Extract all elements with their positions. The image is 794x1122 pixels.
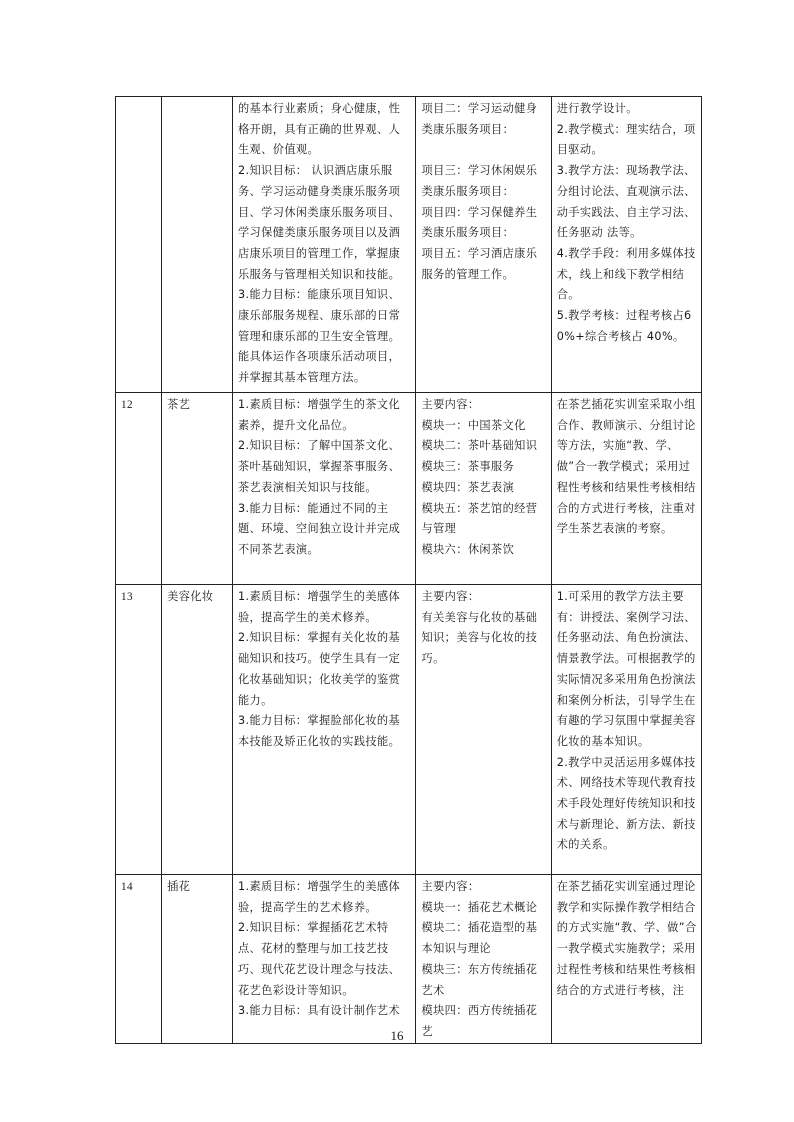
goal-paragraph: 2.知识目标： 认识酒店康乐服务、学习运动健身类康乐服务项目、学习休闲类康乐服务项目、学习保健类康乐服务项目以及酒店康乐项目的管理工作，掌握康乐服务与管理相关知识和技能。 [237,164,401,281]
course-name-cell: 插花 [162,875,233,1044]
page-number: 16 [390,1028,404,1043]
goal-paragraph: 3.能力目标：具有设计制作艺术 [237,1004,401,1018]
goal-paragraph: 1.素质目标：增强学生的茶文化素养，提升文化品位。 [237,398,401,432]
goal-paragraph: 的基本行业素质；身心健康，性格开朗，具有正确的世界观、人生观、价值观。 [237,102,401,157]
goal-paragraph: 3.能力目标：能通过不同的主题、环境、空间独立设计并完成不同茶艺表演。 [237,501,401,556]
method-paragraph: 4.教学手段：利用多媒体技术，线上和线下教学相结合。 [556,246,696,302]
content-line: 模块三：东方传统插花艺术 [421,962,538,997]
content-line: 模块一：插花艺术概论 [421,900,538,914]
content-line: 有关美容与化妆的基础知识；美容与化妆的技巧。 [421,610,538,666]
course-goals-cell [232,585,416,875]
course-table [115,96,702,1044]
content-line: 项目四：学习保健养生类康乐服务项目： [421,205,538,240]
content-line: 主要内容： [421,398,480,411]
table-row [116,875,702,1044]
method-paragraph: 进行教学设计。 [556,102,638,115]
teaching-method-cell [551,97,701,393]
method-paragraph: 2.教学模式：理实结合，项 目驱动。 [556,122,696,157]
course-content-cell [416,585,551,875]
course-name-cell: 美容化妆 [162,585,233,875]
content-line: 模块三：茶事服务 [421,460,515,474]
content-line: 模块二：插花造型的基本知识与理论 [421,921,538,956]
course-content-cell [416,97,551,393]
course-number-cell [116,97,162,393]
course-name-cell: 茶艺 [162,393,233,585]
course-content-cell [416,393,551,585]
course-goals-cell [232,97,416,393]
method-paragraph: 1.可采用的教学方法主要有：讲授法、案例学习法、任务驱动法、角色扮演法、情景教学法。可根据教学的实际情况多采用角色扮演法和案例分析法，引导学生在有趣的学习氛围中掌握美容化妆的基本知识。 [556,590,696,748]
goal-paragraph: 2.知识目标：掌握插花艺术特点、花材的整理与加工技艺技巧、现代花艺设计理念与技法、花艺色彩设计等知识。 [237,921,401,997]
method-paragraph: 在茶艺插花实训室通过理论教学和实际操作教学相结合的方式实施“教、学、做”合一教学模式实施教学；采用过程性考核和结果性考核相结合的方式进行考核，注 [556,880,697,997]
table-body [116,97,702,1044]
content-line: 项目二：学习运动健身类康乐服务项目： [421,102,538,136]
course-name-cell [162,97,233,393]
content-line: 模块四：西方传统插花艺 [421,1004,538,1038]
teaching-method-cell [551,393,701,585]
teaching-method-cell [551,875,701,1044]
content-line: 模块二：茶叶基础知识 [421,439,538,453]
method-paragraph: 3.教学方法：现场教学法、分组讨论法、直观演示法、动手实践法、自主学习法、任务驱动 法等。 [556,164,696,240]
content-line: 模块四：茶艺表演 [421,480,515,494]
goal-paragraph: 2.知识目标：了解中国茶文化、茶叶基础知识，掌握茶事服务、茶艺表演相关知识与技能。 [237,439,401,494]
method-paragraph: 在茶艺插花实训室采取小组合作、教师演示、分组讨论等方法，实施“教、学、做”合一教学模式；采用过程性考核和结果性考核相结合的方式进行考核，注重对学生茶艺表演的考察。 [556,398,696,536]
content-line: 模块五：茶艺馆的经营与管理 [421,501,538,536]
table-row [116,393,702,585]
course-goals-cell [232,875,416,1044]
goal-paragraph: 3.能力目标：掌握脸部化妆的基本技能及矫正化妆的实践技能。 [237,714,401,748]
content-line: 项目三：学习休闲娱乐类康乐服务项目： [421,164,538,198]
course-content-cell [416,875,551,1044]
content-line: 模块六：休闲茶饮 [421,542,515,556]
content-line: 主要内容： [421,880,480,893]
course-goals-cell [232,393,416,585]
course-number-cell: 14 [116,875,162,1044]
method-paragraph: 5.教学考核：过程考核占60%+综合考核占 40%。 [556,309,692,343]
content-line [421,140,546,161]
goal-paragraph: 1.素质目标：增强学生的美感体验，提高学生的艺术修养。 [237,880,401,914]
table-row [116,585,702,875]
content-line: 主要内容： [421,590,480,603]
table-row [116,97,702,393]
content-line: 模块一：中国茶文化 [421,418,526,432]
course-number-cell: 12 [116,393,162,585]
goal-paragraph: 3.能力目标：能康乐项目知识、康乐部服务规程、康乐部的日常管理和康乐部的卫生安全管理。能具体运作各项康乐活动项目，并掌握其基本管理方法。 [237,288,401,385]
teaching-method-cell [551,585,701,875]
content-line: 项目五：学习酒店康乐服务的管理工作。 [421,246,538,281]
course-number-cell: 13 [116,585,162,875]
goal-paragraph: 2.知识目标：掌握有关化妆的基础知识和技巧。使学生具有一定化妆基础知识；化妆美学的鉴赏能力。 [237,631,401,707]
goal-paragraph: 1.素质目标：增强学生的美感体验，提高学生的美术修养。 [237,590,401,624]
method-paragraph: 2.教学中灵活运用多媒体技术、网络技术等现代教育技术手段处理好传统知识和技术与新理论、新方法、新技术的关系。 [556,755,696,852]
